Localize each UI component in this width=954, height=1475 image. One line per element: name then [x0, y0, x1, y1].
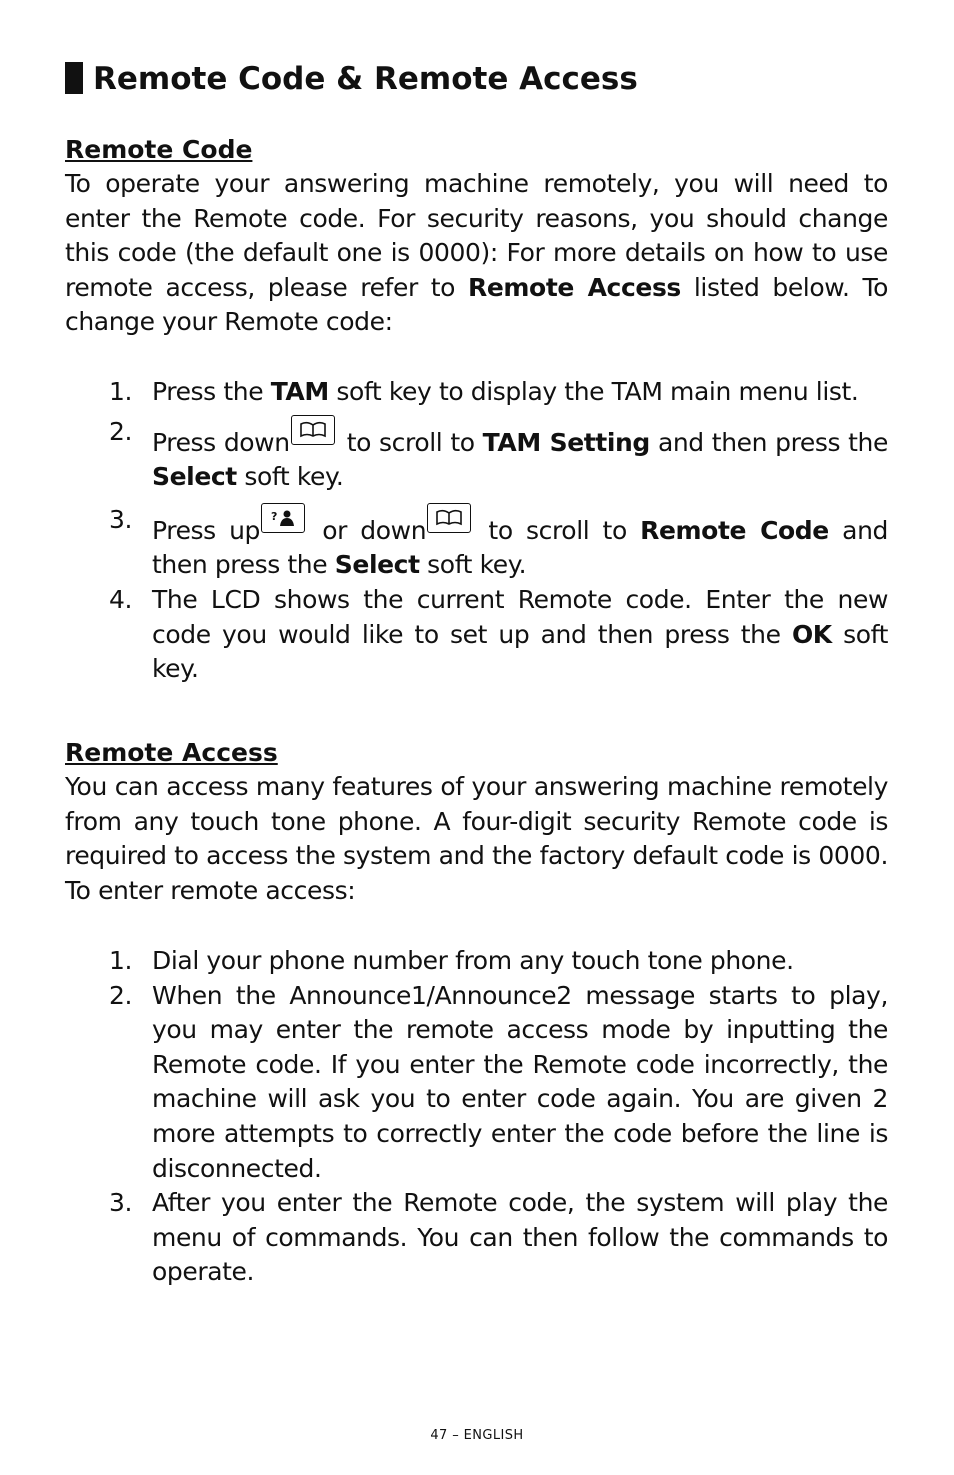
step-item: [65, 415, 888, 495]
step-text: soft key to display the TAM main menu list.: [328, 377, 859, 406]
step-number: 2.: [109, 416, 133, 446]
step-number: 1.: [109, 377, 133, 406]
step-item: [65, 944, 888, 979]
page-title-text: Remote Code & Remote Access: [93, 61, 638, 97]
step-bold: Select: [152, 462, 237, 492]
step-bold: Remote Code: [640, 515, 829, 545]
step-text: and then press the: [649, 427, 888, 457]
phonebook-key-icon: [427, 503, 471, 533]
remote-code-steps: [65, 375, 888, 687]
step-item: [65, 503, 888, 583]
step-text: Press up: [152, 515, 260, 545]
step-number: 3.: [109, 1188, 133, 1218]
remote-code-heading: Remote Code: [65, 135, 253, 164]
step-text: soft key.: [152, 619, 888, 684]
step-text: to scroll to: [475, 515, 641, 545]
step-item: [65, 375, 888, 410]
step-number: 3.: [109, 504, 133, 534]
intro-text-end: listed below. To change your Remote code:: [65, 272, 888, 337]
step-number: 1.: [109, 946, 133, 975]
step-text: to scroll to: [338, 427, 483, 457]
step-text: The LCD shows the current Remote code. Enter the new code you would like to set up and then press the: [152, 584, 888, 649]
step-item: [65, 583, 888, 687]
intro-text: To operate your answering machine remotely, you will need to enter the Remote code. For security reasons, you should change this code (the default one is 0000): For more details on how to use remote access, please refer to: [65, 169, 888, 302]
step-item: [65, 979, 888, 1187]
step-text: or down: [308, 515, 427, 545]
step-number: 4.: [109, 584, 133, 614]
phonebook-key-icon: [291, 415, 335, 445]
step-text: When the Announce1/Announce2 message starts to play, you may enter the remote access mode by inputting the Remote code. If you enter the Remote code incorrectly, the machine will ask you to enter code again. You are given 2 more attempts to correctly enter the code before the line is disconnected.: [152, 980, 888, 1183]
title-marker: [65, 62, 83, 94]
step-text: soft key.: [419, 550, 527, 580]
intro-bold: Remote Access: [467, 272, 681, 302]
remote-access-intro: You can access many features of your answering machine remotely from any touch tone phone. A four-digit security Remote code is required to access the system and the factory default code is 0000. To enter remote access:: [65, 772, 888, 905]
step-text: Press down: [152, 427, 290, 457]
intercom-key-icon: [261, 503, 305, 533]
remote-code-section: [65, 132, 888, 340]
remote-access-section: [65, 735, 888, 908]
step-text: Press the: [152, 377, 271, 406]
page-footer: 47 – ENGLISH: [430, 1428, 524, 1443]
page-title: [65, 56, 638, 102]
step-number: 2.: [109, 980, 133, 1010]
remote-access-heading: Remote Access: [65, 738, 278, 767]
step-item: [65, 1186, 888, 1290]
step-text: Dial your phone number from any touch tone phone.: [152, 946, 794, 975]
svg-text:?: ?: [270, 509, 277, 523]
remote-code-intro: [65, 167, 888, 340]
step-text: and then press the: [152, 515, 888, 580]
step-bold: TAM: [270, 377, 329, 406]
remote-access-steps: [65, 944, 888, 1290]
step-text: soft key.: [236, 462, 344, 492]
step-bold: OK: [791, 619, 832, 649]
step-bold: Select: [334, 550, 420, 580]
step-text: After you enter the Remote code, the system will play the menu of commands. You can then follow the commands to operate.: [152, 1188, 888, 1287]
step-bold: TAM Setting: [482, 427, 650, 457]
